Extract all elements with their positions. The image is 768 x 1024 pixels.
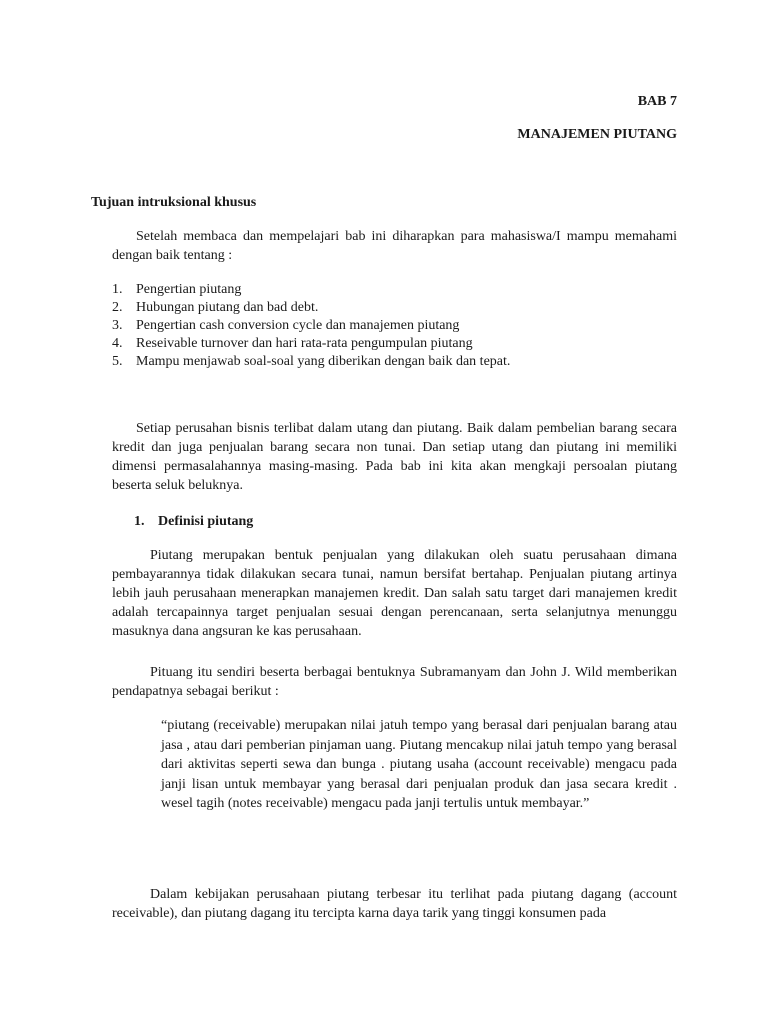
intro-paragraph: Setiap perusahan bisnis terlibat dalam utang dan piutang. Baik dalam pembelian barang secara kredit dan juga penjualan barang secara non tunai. Dan setiap utang dan piutang ini memiliki dimensi permasalahannya masing-masing. Pada bab ini kita akan mengkaji persoalan piutang beserta seluk beluknya.: [112, 421, 677, 493]
wild-paragraph: Pituang itu sendiri beserta berbagai bentuknya Subramanyam dan John J. Wild memberikan pendapatnya sebagai berikut :: [112, 665, 677, 699]
list-item: [112, 281, 510, 299]
list-item-number: 2.: [112, 300, 123, 315]
section-title: Definisi piutang: [158, 514, 254, 529]
list-item: [112, 317, 510, 335]
objectives-intro: Setelah membaca dan mempelajari bab ini diharapkan para mahasiswa/I mampu memahami dengan baik tentang :: [112, 229, 677, 263]
list-item-text: Mampu menjawab soal-soal yang diberikan dengan baik dan tepat.: [136, 354, 511, 369]
definition-paragraph: Piutang merupakan bentuk penjualan yang dilakukan oleh suatu perusahaan dimana pembayarannya tidak dilakukan secara tunai, namun bersifat bertahap. Penjualan piutang artinya lebih jauh perusahaan menerapkan manajemen kredit. Dan salah satu target dari manajemen kredit adalah tercapainnya target penjualan sesuai dengan perencanaan, serta selanjutnya menunggu masuknya dana angsuran ke kas perusahaan.: [112, 548, 677, 639]
chapter-title: MANAJEMEN PIUTANG: [517, 127, 677, 142]
list-item-text: Reseivable turnover dan hari rata-rata pengumpulan piutang: [136, 336, 473, 351]
list-item-number: 5.: [112, 354, 123, 369]
objectives-list: [112, 281, 510, 371]
chapter-number: BAB 7: [637, 94, 677, 109]
list-item: [112, 299, 510, 317]
definition-quote: “piutang (receivable) merupakan nilai jatuh tempo yang berasal dari penjualan barang atau jasa , atau dari pemberian pinjaman uang. Piutang mencakup nilai jatuh tempo yang berasal dari aktivitas seperti sewa dan bunga . piutang usaha (account receivable) mengacu pada janji lisan untuk membayar yang berasal dari penjualan produk dan jasa secara kredit . wesel tagih (notes receivable) mengacu pada janji tertulis untuk membayar.”: [161, 718, 677, 811]
objectives-heading: Tujuan intruksional khusus: [91, 195, 257, 210]
policy-paragraph: Dalam kebijakan perusahaan piutang terbesar itu terlihat pada piutang dagang (account receivable), dan piutang dagang itu tercipta karna daya tarik yang tinggi konsumen pada: [112, 887, 677, 921]
list-item: [112, 353, 510, 371]
section-number: 1.: [134, 514, 145, 529]
list-item-text: Hubungan piutang dan bad debt.: [136, 300, 319, 315]
list-item-number: 4.: [112, 336, 123, 351]
list-item-number: 1.: [112, 282, 123, 297]
section-heading-definisi: [134, 514, 253, 530]
list-item: [112, 335, 510, 353]
list-item-text: Pengertian piutang: [136, 282, 242, 297]
list-item-number: 3.: [112, 318, 123, 333]
list-item-text: Pengertian cash conversion cycle dan manajemen piutang: [136, 318, 460, 333]
